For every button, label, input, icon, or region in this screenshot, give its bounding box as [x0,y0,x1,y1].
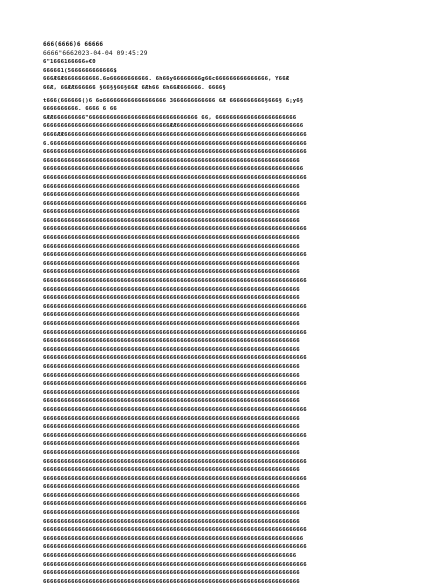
body-line: 666666666666666666666666666666666666666666666666666666666666666666666666666 [43,149,307,156]
body-line: 666666666666666666666666666666666666666666666666666666666666666666666666 [43,553,297,560]
body-line: 6666666666666666666666666666666666666666666666666666666666666666666666666 [43,295,300,302]
header-line: 666661(5666666666666$ [43,67,117,74]
body-line: 6666666666666666666666666666666666666666666666666666666666666666666666666 [43,389,300,396]
body-line: 6666666666666666666666666666666666666666666666666666666666666666666666666 [43,209,300,216]
body-line: 666666666666666666666666666666666666666666666666666666666666666666666666666 [43,544,307,551]
body-line: 666666666666666666666666666666666666666666666666666666666666666666666666666 [43,329,307,336]
body-line: 6.6666666666666666666666666666666666666666666666666666666666666666666666666 [43,140,307,147]
body-line: 6666666666666666666666666666666666666666666666666666666666666666666666666 [43,312,300,319]
body-line: 66666666666666666666666666666666666666666666666666666666666666666666666666 [43,166,304,173]
body-line: 6666666666666666666666666666666666666666666666666666666666666666666666666 [43,157,300,164]
body-line: 666666666666666666666666666666666666666666666666666666666666666666666666666 [43,432,307,439]
body-line: 6666666666666666666666666666666666666666666666666666666666666666666666666 [43,217,300,224]
document-body [43,41,405,586]
body-line: 666666666666666666666666666666666666666666666666666666666666666666666666666 [43,561,307,568]
body-line: 6666666666666666666666666666666666666666666666666666666666666666666666666 [43,260,300,267]
body-line: 6666666666666666666666666666666666666666666666666666666666666666666666666 [43,424,300,431]
body-line: 666666666666666666666666666666666666666666666666666666666666666666666666666 [43,252,307,259]
body-line: t666(666666()6 6o666666666666666666 3666666666666 6Æ 6666666666§666§ 6¡y6§ [43,97,304,104]
body-line: 666666666666666666666666666666666666666666666666666666666666666666666666666 [43,475,307,482]
body-line: 6666666666666666666666666666666666666666666666666666666666666666666666666 [43,578,300,585]
header-line: 666Æ6Æ6666666666.6o66666666666. 6h66y66666666g66c666666666666666, Y66Æ [43,76,290,83]
body-line: 6666666666666666666666666666666666666666666666666666666666666666666666666 [43,269,300,276]
body-line: 666666666666666666666666666666666666666666666666666666666666666666666666666 [43,381,307,388]
body-line: 666666666666666666666666666666666666666666666666666666666666666666666666666 [43,355,307,362]
body-line: 6666666666666666666666666666666666666666666666666666666666666666666666666 [43,467,300,474]
header-line: 666(6666)6 66666 [43,41,104,48]
body-line: 6666666666666666666666666666666666666666666666666666666666666666666666666 [43,415,300,422]
header-date-line: 6666"6662023-04-04 09:45:29 [43,49,148,57]
body-line: 6666666666666666666666666666666666666666666666666666666666666666666666666 [43,286,300,293]
body-line: 6666666666666666666666666666666666666666666666666666666666666666666666666 [43,441,300,448]
body-line: 666666666666666666666666666666666666666666666666666666666666666666666666666 [43,278,307,285]
body-line: 6666ÆÆ666666666666666666666666666666666666666666666666666666666666666666666 [43,131,307,138]
body-line: 666666666666666666666666666666666666666666666666666666666666666666666666666 [43,501,307,508]
body-line: 6666666666. 6666 6 66 [43,106,117,113]
body-line: 666666666666666666666666666666666666666666666666666666666666666666666666666 [43,458,307,465]
body-line: 6666666666666666666666666666666666666666666666666666666666666666666666666 [43,518,300,525]
body-line: 666666666666666666666666666666666666666666666666666666666666666666666666666 [43,226,307,233]
body-line: 666666666666666666666666666666666666666666666666666666666666666666666666666 [43,200,307,207]
body-line: 6666666666666666666666666666666666666666666666666666666666666666666666666 [43,338,300,345]
body-line: 6666666666666666666666666666666666666666666666666666666666666666666666666 [43,570,300,577]
body-line: 6666666666666666666666666666666666666666666666666666666666666666666666666 [43,492,300,499]
body-line: 6666666666666666666666666666666666666666666666666666666666666666666666666 [43,192,300,199]
body-line: 666666666666666666666666666666666666666666666666666666666666666666666666666 [43,303,307,310]
body-line: 6666666666666666666666666666666666666666666666666666666666666666666666666 [43,372,300,379]
body-line: 666666666666666666666666666666666666666666666666666666666666666666666666666 [43,527,307,534]
body-line: 6666666666666666666666666666666666666666666666666666666666666666666666666 [43,398,300,405]
body-line: 666666666666666666666666666666666666ÆÆ666666666666666666666666666666666666 [43,123,304,130]
header-line: 66Æ, 66ÆÆ666666 §66§§66§66Æ 6Æh66 6h66Æ666666. 6666§ [43,84,226,91]
body-text [43,97,405,586]
body-line: 66666666666666666666666666666666666666666666666666666666666666666666666666 [43,535,304,542]
body-line: 6666666666666666666666666666666666666666666666666666666666666666666666666 [43,243,300,250]
body-line: 6666666666666666666666666666666666666666666666666666666666666666666666666 [43,363,300,370]
body-line: 6666666666666666666666666666666666666666666666666666666666666666666666666 [43,484,300,491]
body-line: 6666666666666666666666666666666666666666666666666666666666666666666666666 [43,321,300,327]
body-line: 6666666666666666666666666666666666666666666666666666666666666666666666666 [43,510,300,517]
body-line: 6ÆÆ666666666"6666666666666666666666666666666 66, 66666666666666666666666 [43,114,297,121]
body-line: 666666666666666666666666666666666666666666666666666666666666666666666666666 [43,174,307,181]
body-line: 666666666666666666666666666666666666666666666666666666666666666666666666666 [43,406,307,413]
body-line: 6666666666666666666666666666666666666666666666666666666666666666666666666 [43,235,300,242]
body-line: 6666666666666666666666666666666666666666666666666666666666666666666666666 [43,449,300,456]
body-line: 6666666666666666666666666666666666666666666666666666666666666666666666666 [43,183,300,190]
header-line: 6"1666166666+€0 [43,59,96,66]
body-line: 6666666666666666666666666666666666666666666666666666666666666666666666666 [43,346,300,353]
